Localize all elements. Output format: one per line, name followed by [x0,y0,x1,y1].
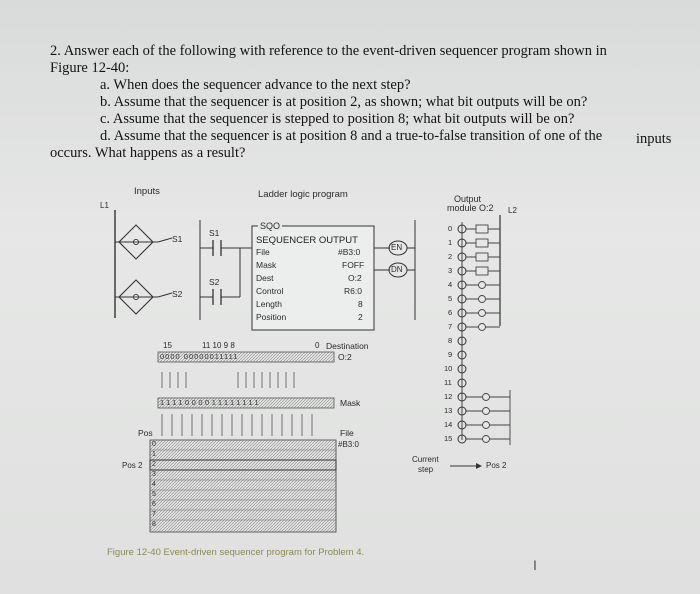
length-label: Length [256,299,282,309]
output-num-11: 11 [444,378,452,387]
mask-word-label: Mask [340,398,361,408]
output-num-4: 4 [448,280,453,289]
text-cursor-icon: I [533,557,537,573]
bit-0-label: 0 [315,341,320,350]
dest-arrows [162,372,294,388]
input-switch-s2 [115,280,172,314]
row-num-4: 4 [152,481,156,488]
output-num-13: 13 [444,406,453,415]
dest-bits: 0000 00000011111 [160,352,239,361]
file-addr-label: #B3:0 [338,440,359,449]
output-num-12: 12 [444,392,453,401]
l2-label: L2 [508,206,517,215]
inputs-label: Inputs [134,186,160,197]
position-value: 2 [358,312,363,322]
current-pos-label: Pos 2 [486,461,507,470]
ladder-label: Ladder logic program [258,189,348,200]
file-value: #B3:0 [338,247,361,257]
question-figure-ref: Figure 12-40: [50,60,130,76]
row-num-1: 1 [152,451,156,458]
dn-label: DN [391,265,403,274]
seq-output-label: SEQUENCER OUTPUT [256,235,358,246]
input-s2-label: S2 [172,289,183,299]
output-num-5: 5 [448,294,453,303]
row-num-7: 7 [152,511,156,518]
file-table [150,440,336,532]
current-step-label-2: step [418,465,434,474]
output-num-1: 1 [448,238,453,247]
mask-label: Mask [256,260,277,270]
dest-value: O:2 [348,273,362,283]
question-b: b. Assume that the sequencer is at position 2, as shown; what bit outputs will be on? [100,94,588,110]
dest-label: Dest [256,273,274,283]
output-num-9: 9 [448,350,453,359]
row-num-0: 0 [152,441,156,448]
dest-word-label: O:2 [338,352,352,362]
contact-s2 [200,248,240,305]
question-d: d. Assume that the sequencer is at position 8 and a true-to-false transition of one of the [100,128,603,144]
mask-value: FOFF [342,260,365,270]
row-num-8: 8 [152,521,156,528]
mask-arrows [162,414,312,436]
question-d-continued: occurs. What happens as a result? [50,145,246,161]
control-value: R6:0 [344,286,362,296]
row-num-3: 3 [152,471,156,478]
bits-mid-label: 11 10 9 8 [202,341,235,350]
file-word-label: File [340,428,354,438]
control-label: Control [256,286,284,296]
output-num-6: 6 [448,308,453,317]
bit-15-label: 15 [163,341,172,350]
contact-s1-label: S1 [209,228,220,238]
destination-label: Destination [326,341,369,351]
output-module [458,222,466,443]
output-num-14: 14 [444,420,453,429]
current-step-label-1: Current [412,455,439,464]
en-label: EN [391,243,403,252]
output-num-10: 10 [444,364,453,373]
contact-s1 [200,240,252,256]
figure-caption: Figure 12-40 Event-driven sequencer program for Problem 4. [107,547,365,558]
output-num-7: 7 [448,322,453,331]
input-s1-label: S1 [172,234,183,244]
l1-label: L1 [100,201,109,210]
mask-bits: 1111000011111111 [160,398,262,407]
row-num-6: 6 [152,501,156,508]
pos-label: Pos [138,428,153,438]
contact-s2-label: S2 [209,277,220,287]
pos2-label: Pos 2 [122,461,143,470]
sqo-label: SQO [260,221,281,231]
input-switch-s1 [115,225,172,259]
output-num-3: 3 [448,266,453,275]
question-stem: 2. Answer each of the following with reference to the event-driven sequencer program shown in [50,43,607,59]
output-label-2: module O:2 [447,203,494,213]
position-label: Position [256,312,287,322]
output-num-2: 2 [448,252,453,261]
row-num-5: 5 [152,491,156,498]
row-num-2: 2 [152,461,156,468]
question-c: c. Assume that the sequencer is stepped to position 8; what bit outputs will be on? [100,111,575,127]
question-d-inputs: inputs [636,131,672,147]
output-num-8: 8 [448,336,453,345]
length-value: 8 [358,299,363,309]
output-num-15: 15 [444,434,453,443]
question-a: a. When does the sequencer advance to the next step? [100,77,411,93]
output-loads [466,225,510,445]
output-label-1: Output [454,194,482,204]
output-num-0: 0 [448,224,453,233]
file-label: File [256,247,270,257]
